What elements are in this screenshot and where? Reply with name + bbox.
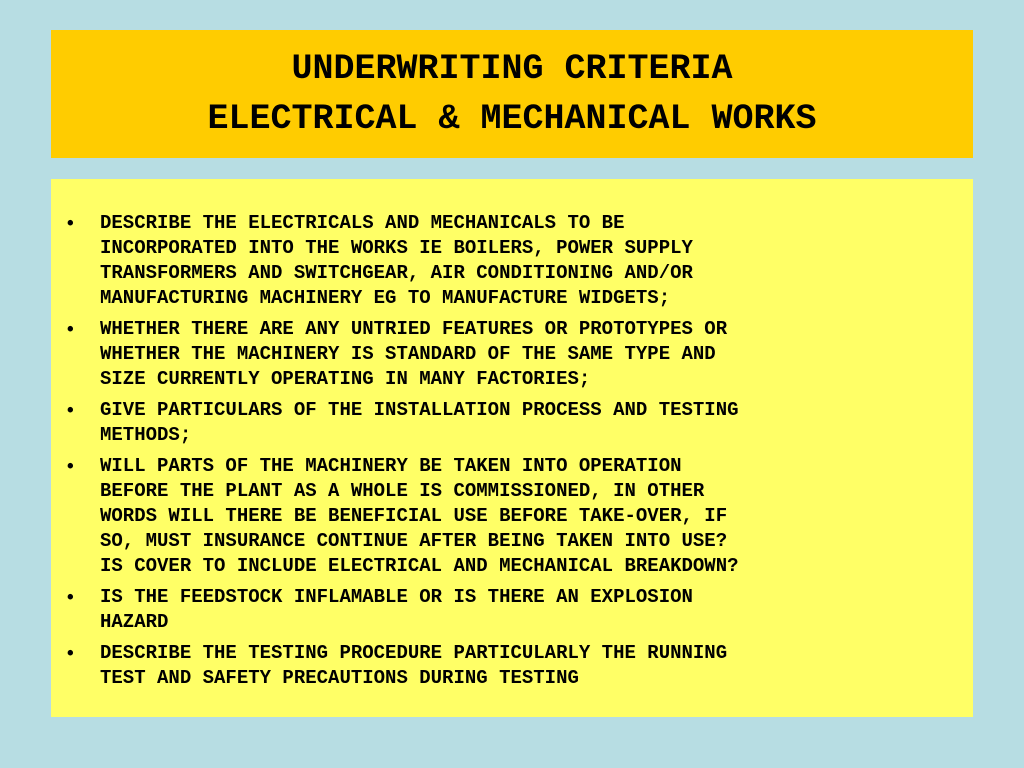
bullet-icon: • [67, 213, 74, 234]
slide-title-line-2: ELECTRICAL & MECHANICAL WORKS [207, 99, 817, 139]
bullet-icon: • [67, 319, 74, 340]
bullet-text-line: GIVE PARTICULARS OF THE INSTALLATION PROCESS AND TESTING [100, 399, 739, 421]
bullet-item [67, 398, 963, 448]
bullet-item [67, 317, 963, 392]
slide-title-box [51, 30, 973, 158]
bullet-text-line: SIZE CURRENTLY OPERATING IN MANY FACTORIES; [100, 368, 591, 390]
bullet-text-line: BEFORE THE PLANT AS A WHOLE IS COMMISSIONED, IN OTHER [100, 480, 705, 502]
bullet-text-line: IS COVER TO INCLUDE ELECTRICAL AND MECHANICAL BREAKDOWN? [100, 555, 739, 577]
bullet-item [67, 211, 963, 311]
bullet-icon: • [67, 400, 74, 421]
bullet-text-line: MANUFACTURING MACHINERY EG TO MANUFACTURE WIDGETS; [100, 287, 671, 309]
bullet-item [67, 454, 963, 579]
slide-content-box [51, 179, 973, 717]
bullet-text-line: WHETHER THE MACHINERY IS STANDARD OF THE SAME TYPE AND [100, 343, 716, 365]
bullet-text-line: IS THE FEEDSTOCK INFLAMABLE OR IS THERE AN EXPLOSION [100, 586, 693, 608]
slide-title-line-1: UNDERWRITING CRITERIA [291, 49, 733, 89]
bullet-text-line: SO, MUST INSURANCE CONTINUE AFTER BEING TAKEN INTO USE? [100, 530, 728, 552]
bullet-text-line: WORDS WILL THERE BE BENEFICIAL USE BEFORE TAKE-OVER, IF [100, 505, 728, 527]
bullet-text-line: TEST AND SAFETY PRECAUTIONS DURING TESTING [100, 667, 579, 689]
bullet-text-line: DESCRIBE THE ELECTRICALS AND MECHANICALS TO BE [100, 212, 625, 234]
bullet-text-line: HAZARD [100, 611, 169, 633]
bullet-list [67, 211, 963, 691]
bullet-text-line: METHODS; [100, 424, 192, 446]
bullet-item [67, 641, 963, 691]
bullet-text-line: WHETHER THERE ARE ANY UNTRIED FEATURES OR PROTOTYPES OR [100, 318, 728, 340]
bullet-text-line: TRANSFORMERS AND SWITCHGEAR, AIR CONDITIONING AND/OR [100, 262, 693, 284]
bullet-item [67, 585, 963, 635]
bullet-text-line: WILL PARTS OF THE MACHINERY BE TAKEN INTO OPERATION [100, 455, 682, 477]
bullet-icon: • [67, 643, 74, 664]
bullet-icon: • [67, 587, 74, 608]
bullet-icon: • [67, 456, 74, 477]
bullet-text-line: INCORPORATED INTO THE WORKS IE BOILERS, POWER SUPPLY [100, 237, 693, 259]
bullet-text-line: DESCRIBE THE TESTING PROCEDURE PARTICULARLY THE RUNNING [100, 642, 728, 664]
